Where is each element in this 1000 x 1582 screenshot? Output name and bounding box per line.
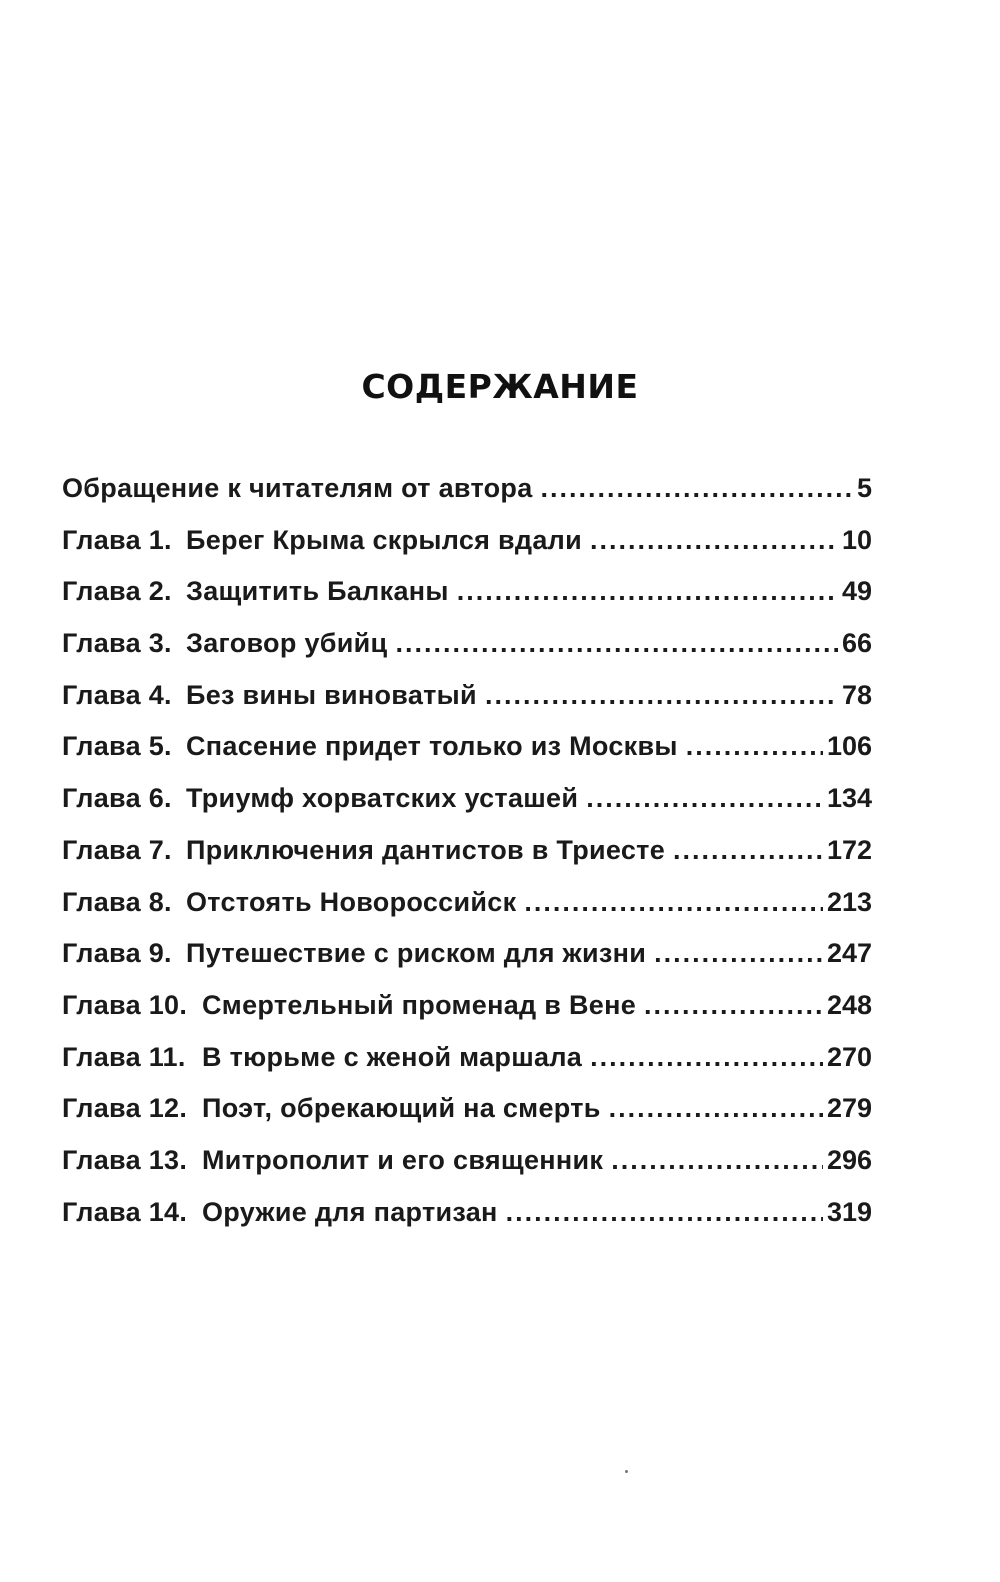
toc-entry-label <box>62 1145 603 1176</box>
dot-leader <box>686 731 823 762</box>
toc-entry-title: Отстоять Новороссийск <box>186 886 517 917</box>
toc-entry-label <box>62 990 636 1021</box>
dot-leader <box>506 1197 823 1228</box>
toc-entry-label <box>62 783 578 814</box>
toc-entry-chapter-14 <box>62 1197 872 1249</box>
toc-entry-chapter-11 <box>62 1042 872 1094</box>
toc-entry-chapter-10 <box>62 990 872 1042</box>
dot-leader <box>457 576 838 607</box>
toc-chapter-number: Глава 10. <box>62 989 188 1020</box>
toc-entry-label <box>62 525 582 556</box>
toc-entry-chapter-13 <box>62 1145 872 1197</box>
dot-leader <box>654 938 823 969</box>
toc-chapter-number: Глава 5. <box>62 731 172 762</box>
toc-entry-preface <box>62 473 872 525</box>
toc-page-number: 134 <box>826 783 872 814</box>
toc-entry-chapter-5 <box>62 731 872 783</box>
toc-entry-chapter-8 <box>62 887 872 939</box>
toc-entry-title: Без вины виноватый <box>186 679 477 710</box>
toc-entry-label <box>62 835 665 866</box>
toc-page-number: 78 <box>841 679 872 710</box>
toc-entry-title: Оружие для партизан <box>202 1196 498 1227</box>
toc-page-number: 10 <box>841 524 872 555</box>
print-speck <box>625 1470 628 1473</box>
toc-page-number: 247 <box>826 938 872 969</box>
toc-entry-label <box>62 731 678 762</box>
toc-page-number: 296 <box>826 1144 872 1175</box>
dot-leader <box>524 887 823 918</box>
toc-entry-label <box>62 1093 601 1124</box>
toc-entry-title: Берег Крыма скрылся вдали <box>186 524 582 555</box>
toc-entry-title: Заговор убийц <box>186 628 388 659</box>
table-of-contents <box>62 473 872 1248</box>
toc-entry-title: Защитить Балканы <box>186 576 449 607</box>
toc-chapter-number: Глава 6. <box>62 783 172 814</box>
toc-chapter-number: Глава 7. <box>62 834 172 865</box>
toc-entry-chapter-3 <box>62 628 872 680</box>
toc-entry-title: Смертельный променад в Вене <box>202 989 637 1020</box>
toc-page-number: 49 <box>841 576 872 607</box>
toc-entry-label <box>62 628 387 659</box>
toc-chapter-number: Глава 4. <box>62 679 172 710</box>
toc-entry-chapter-2 <box>62 576 872 628</box>
toc-chapter-number: Глава 14. <box>62 1196 188 1227</box>
toc-page-number: 5 <box>856 473 872 503</box>
toc-page-number: 279 <box>826 1093 872 1124</box>
dot-leader <box>611 1145 823 1176</box>
toc-entry-title: В тюрьме с женой маршала <box>202 1041 583 1072</box>
dot-leader <box>590 1042 823 1073</box>
toc-page-number: 319 <box>826 1196 872 1227</box>
toc-entry-chapter-7 <box>62 835 872 887</box>
toc-entry-title: Триумф хорватских усташей <box>186 783 579 814</box>
toc-entry-title: Поэт, обрекающий на смерть <box>202 1093 601 1124</box>
toc-entry-chapter-9 <box>62 938 872 990</box>
toc-entry-chapter-6 <box>62 783 872 835</box>
toc-entry-chapter-1 <box>62 525 872 577</box>
toc-chapter-number: Глава 2. <box>62 576 172 607</box>
toc-page-number: 106 <box>826 731 872 762</box>
toc-page-number: 213 <box>826 886 872 917</box>
toc-entry-title: Митрополит и его священник <box>202 1144 604 1175</box>
toc-chapter-number: Глава 13. <box>62 1144 188 1175</box>
toc-chapter-number: Глава 12. <box>62 1093 188 1124</box>
toc-entry-label <box>62 680 477 711</box>
toc-chapter-number: Глава 9. <box>62 938 172 969</box>
toc-entry-label <box>62 1197 498 1228</box>
toc-entry-chapter-4 <box>62 680 872 732</box>
toc-chapter-number: Глава 11. <box>62 1041 186 1072</box>
toc-entry-title: Спасение придет только из Москвы <box>186 731 678 762</box>
dot-leader <box>644 990 823 1021</box>
dot-leader <box>586 783 823 814</box>
toc-page-number: 172 <box>826 834 872 865</box>
toc-entry-title: Приключения дантистов в Триесте <box>186 834 666 865</box>
toc-entry-label <box>62 576 449 607</box>
toc-entry-title: Обращение к читателям от автора <box>62 473 533 503</box>
toc-chapter-number: Глава 1. <box>62 524 172 555</box>
page-title: СОДЕРЖАНИЕ <box>361 367 639 406</box>
toc-page-number: 248 <box>826 989 872 1020</box>
toc-entry-label <box>62 1042 582 1073</box>
toc-entry-label <box>62 938 646 969</box>
toc-page-number: 270 <box>826 1041 872 1072</box>
dot-leader <box>541 473 853 504</box>
toc-entry-title: Путешествие с риском для жизни <box>186 938 647 969</box>
toc-chapter-number: Глава 8. <box>62 886 172 917</box>
dot-leader <box>609 1093 823 1124</box>
dot-leader <box>485 680 838 711</box>
toc-chapter-number: Глава 3. <box>62 628 172 659</box>
dot-leader <box>395 628 838 659</box>
dot-leader <box>590 525 838 556</box>
toc-entry-label <box>62 887 516 918</box>
toc-page-number: 66 <box>841 628 872 659</box>
toc-entry-chapter-12 <box>62 1093 872 1145</box>
toc-entry-label <box>62 473 533 504</box>
dot-leader <box>673 835 823 866</box>
